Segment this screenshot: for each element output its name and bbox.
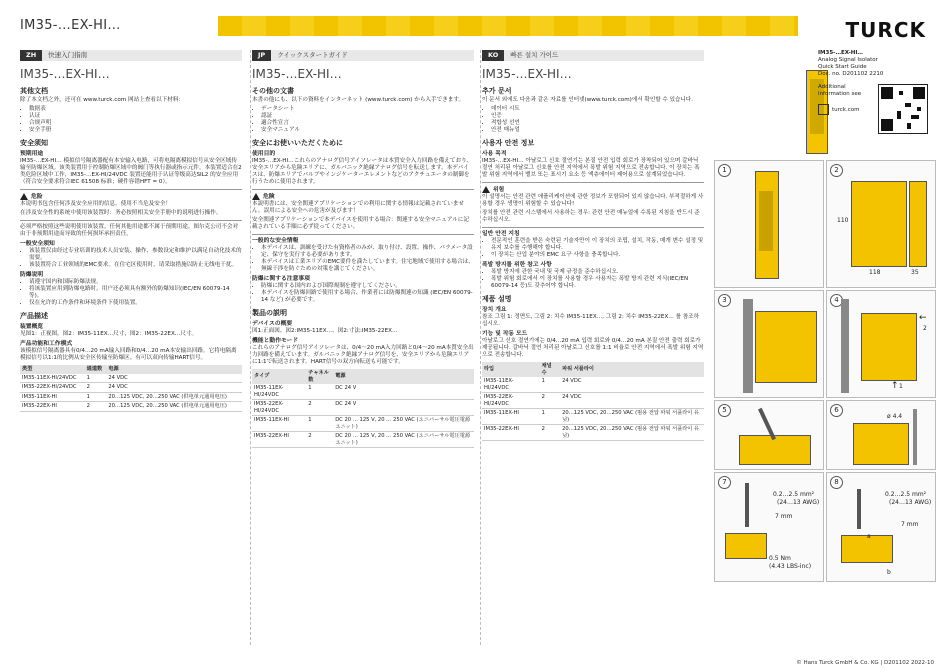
column-divider — [250, 50, 251, 645]
figure-number: 7 — [718, 476, 731, 489]
guide-type: Quick Start Guide — [818, 64, 867, 70]
warning-heading: 危险 — [20, 193, 242, 201]
table-row: IM35-11EX-HI/24VDC 1 24 VDC — [482, 377, 704, 393]
list-item: • 仅在允许的工作条件和环境条件下使用装置。 — [29, 300, 242, 307]
product-title: IM35-…EX-HI… — [252, 67, 342, 81]
list-item: • 적합성 선언 — [491, 120, 704, 127]
list-item: • データシート — [261, 106, 474, 113]
table-header: 类型 — [20, 365, 85, 374]
table-row: IM35-11EX-HI/24VDC 1 24 VDC — [20, 374, 242, 383]
paragraph: 本書の他にも、以下の資料をインターネット (www.turck.com) から入手できます。 — [252, 97, 465, 103]
figure-number: 5 — [718, 404, 731, 417]
globe-icon — [818, 104, 829, 115]
figure-4 — [826, 290, 936, 398]
footer-copyright: © Hans Turck GmbH & Co. KG | D201102 2022-10 — [796, 660, 934, 666]
list-item: • 適合性宣言 — [261, 120, 474, 127]
label-b: b — [887, 569, 891, 576]
warning-heading: 危険 — [252, 193, 474, 201]
device-cover — [739, 435, 811, 465]
figure-5 — [714, 400, 824, 470]
paragraph: 図1:正面図、図2:IM35-11EX…、図2:寸法:IM35-22EX… — [252, 328, 398, 334]
paragraph: IM35-…EX-HI…これらのアナログ信号アイソレータは本質安全入力回路を備えており、安全エリアから危険エリアに、ガルバニック絶縁アナログ信号を転送します。本デバイスは、防爆エリアでバルブやインジケーターエレメントなどのアクチュエータの制御を行うために使用されます。 — [252, 158, 473, 185]
lang-code: JP — [252, 50, 271, 61]
paragraph: これらのアナログ信号アイソレータは、0/4～20 mA入力回路と0/4～20 mA本質安全出力回路を備えています。ガルバニック絶縁アナログ信号を、安全エリアから危険エリアに1:1で転送されます。HART信号の双方向転送も可能です。 — [252, 345, 474, 365]
table-header: 타입 — [482, 362, 540, 377]
list-item: • 将该装置应用到防爆电路时，用户还必须具有额外的防爆知识(IEC/EN 60079-14等)。 — [29, 286, 242, 300]
product-type: Analog Signal Isolator — [818, 57, 878, 63]
subheading: 一般的な安全情報 — [252, 238, 299, 244]
warning-text: 이 설명서는 안전 관련 애플리케이션에 관한 정보가 포함되어 있지 않습니다. 부적절하게 사용할 경우 생명이 위험할 수 있습니다! — [482, 194, 704, 207]
dim-width: 35 — [911, 269, 919, 276]
table-header: 电源 — [106, 365, 242, 374]
divider — [482, 182, 704, 183]
figure-8 — [826, 472, 936, 582]
arrow-icon: ← — [919, 313, 927, 323]
subheading: 防爆に関する注意事項 — [252, 276, 310, 282]
figure-number: 1 — [718, 164, 731, 177]
subheading: 機能と動作モード — [252, 338, 299, 344]
figure-2 — [826, 160, 936, 288]
list-item: • 该装置符合工业领域的EMC要求。在住宅区使用时，请采取措施以防止无线电干扰。 — [29, 262, 242, 269]
divider — [482, 227, 704, 228]
list-item: • 请遵守国内和国际防爆法规。 — [29, 279, 242, 286]
doc-list — [482, 106, 704, 134]
column-jp — [252, 50, 474, 448]
figure-7 — [714, 472, 824, 582]
paragraph: IM35-…EX-HI… 아날로그 신호 절연기는 본질 안전 입력 회로가 장착되어 있으며 갈바닉 절연 처리된 아날로그 신호를 안전 지역에서 폭발 위험 지역으로 전송합니다. 이 장치는 폭발 위험 지역에서 밸브 또는 표시기 요소 등 액츄에이터 제어용으로 설계되었습니다. — [482, 158, 700, 178]
torque-lbs: (4.43 LBS-inc) — [769, 563, 812, 570]
table-header: 파워 서플라이 — [560, 362, 704, 377]
section-heading: 製品の説明 — [252, 309, 287, 317]
list-item: • 该装置仅由经过专业培训的技术人员安装、操作、参数设定和维护以满足自动化技术的需要。 — [29, 248, 242, 262]
product-title: IM35-…EX-HI… — [20, 67, 110, 81]
warning-bullet: 安全関連アプリケーションで本デバイスを使用する場合：関連する安全マニュアルに記載されている手順に必ず従ってください。 — [252, 217, 469, 230]
lang-code: KO — [482, 50, 504, 61]
column-divider — [480, 50, 481, 645]
table-header: 電源 — [333, 369, 474, 384]
divider — [252, 234, 474, 235]
warning-icon — [482, 186, 490, 193]
table-header: 채널 수 — [540, 362, 560, 377]
subheading: デバイスの概要 — [252, 321, 293, 327]
divider — [20, 220, 242, 221]
lang-code: ZH — [20, 50, 42, 61]
label-a: a — [867, 533, 871, 540]
table-row: IM35-22EX-HI 2 DC 20 … 125 V, 20 … 250 VAC (ユニバーサル電圧電源ユニット) — [252, 432, 474, 448]
subheading: 기능 및 작동 모드 — [482, 331, 528, 337]
list-item: • 폭발 방지에 관한 국내 및 국제 규정을 준수하십시오. — [491, 269, 704, 276]
warning-text: 本説明書には、安全関連アプリケーションでの利用に関する情報は記載されていません。誤用による安全への危害が及びます！ — [252, 201, 465, 214]
list-item: • 防爆に関する国内および国際規制を遵守してください。 — [261, 283, 474, 290]
torque-value: 0.5 Nm — [769, 555, 791, 562]
section-heading: 安全にお使いいただくために — [252, 139, 343, 147]
doc-list — [20, 106, 242, 134]
warning-icon — [252, 193, 260, 200]
list-item: • 이 장치는 산업 분야의 EMC 요구 사항을 충족합니다. — [491, 252, 704, 259]
warning-text: 本说明书包含任何涉及安全应用的信息。使用不当危及安全！ — [20, 201, 172, 207]
list-item: • 数据表 — [29, 106, 242, 113]
table-row: IM35-22EX-HI/24VDC 2 24 VDC — [482, 393, 704, 409]
product-title: IM35-…EX-HI… — [482, 67, 572, 81]
subheading: 产品功能和工作模式 — [20, 341, 73, 347]
subheading: 预期用途 — [20, 151, 44, 157]
product-name: IM35-…EX-HI… — [818, 50, 863, 56]
list-item: • 認証 — [261, 113, 474, 120]
warning-icon — [20, 193, 28, 200]
wire-size: 0.2…2.5 mm² — [773, 491, 815, 498]
subheading: 일반 안전 지침 — [482, 231, 520, 237]
safety-list — [482, 238, 704, 259]
arrow-up-icon: ↑ — [891, 381, 899, 391]
subheading: 一般安全须知 — [20, 241, 55, 247]
section-heading: 추가 문서 — [482, 87, 512, 95]
paragraph: 必须严格按照这些说明使用该装置。任何其他用途都不属于预期用途。图尔克公司不会对由于非预期用途而导致的任何损坏承担责任。 — [20, 224, 239, 237]
table-row: IM35-22EX-HI 2 20…125 VDC, 20…250 VAC (범용 전압 파워 서플라이 유닛) — [482, 425, 704, 441]
qr-code[interactable] — [878, 84, 928, 134]
subheading: 폭발 방지를 위한 참고 사항 — [482, 262, 552, 268]
list-item: • 合规声明 — [29, 120, 242, 127]
hole-dim: ø 4.4 — [887, 413, 903, 420]
list-item: • 本デバイスを防爆回路で使用する場合、作業者には防爆関連の知識 (IEC/EN 60079-14 など) が必要です。 — [261, 290, 474, 304]
header-band — [218, 16, 798, 36]
additional-info: Additional information see — [818, 84, 862, 97]
section-heading: 产品描述 — [20, 312, 48, 320]
subheading: 장치 개요 — [482, 307, 507, 313]
paragraph: IM35-…EX-HI… 模拟信号隔离器配有本安输入电路，可将电隔离模拟信号从安全区域传输至防爆区域。该类装置用于控制防爆区域中的阀门等执行器或指示元件。本装置适合在2类危险区域中工作，IM35-…EX-HI/24VDC 装置还能用于认证等级高达SIL2 的安全应用（符合安全要求符合IEC 61508 标准；硬件容错HFT = 0）。 — [20, 158, 242, 185]
divider — [252, 189, 474, 190]
device-remove — [861, 313, 917, 381]
table-row: IM35-22EX-HI 2 20…125 VDC, 20…250 VAC (供电单元通用电压) — [20, 402, 242, 412]
subheading: 装置概览 — [20, 324, 44, 330]
lang-label: クイックスタートガイド — [271, 50, 474, 61]
paragraph: 참조 그림 1: 정면도, 그림 2: 치수 IM35-11EX…, 그림 2: 치수 IM35-22EX… 를 참조하십시오. — [482, 314, 700, 327]
table-header: チャネル数 — [306, 369, 333, 384]
figure-number: 4 — [830, 294, 843, 307]
paragraph: 이 문서 외에도 다음과 같은 자료를 인터넷(www.turck.com)에서 확인할 수 있습니다. — [482, 97, 693, 103]
dim-depth: 118 — [869, 269, 881, 276]
warning-bullet: 在涉及安全性的系统中使用该装置时：务必按照相关安全手册中的说明进行操作。 — [20, 210, 222, 216]
section-heading: 其他文档 — [20, 87, 48, 95]
list-item: • 폭발 위험 회로에서 이 장치를 사용할 경우 사용자는 폭발 방지 관련 지식(IEC/EN 60079-14 등)도 갖추어야 합니다. — [491, 276, 704, 290]
web-link[interactable]: turck.com — [818, 104, 938, 115]
paragraph: 见图1：正视图，图2：IM35-11EX…尺寸，图2：IM35-22EX…尺寸。 — [20, 331, 198, 337]
list-item: • 전문적인 훈련을 받은 숙련된 기술자만이 이 장치의 조립, 설치, 작동, 매개 변수 설정 및 유지 보수를 수행해야 합니다. — [491, 238, 704, 252]
list-item: • 认证 — [29, 113, 242, 120]
wire-awg: (24…13 AWG) — [889, 499, 932, 506]
paragraph: 该模拟信号隔离器具有0/4…20 mA输入回路和0/4…20 mA本安输出回路。它将电隔离模拟信号以1:1的比例从安全区传输至防爆区。有可以双向传输HART信号。 — [20, 348, 237, 361]
device-mount — [755, 311, 817, 383]
doc-number: Doc. no. D201102 2210 — [818, 71, 884, 77]
table-row: IM35-11EX-HI 1 20…125 VDC, 20…250 VAC (供电单元通用电压) — [20, 392, 242, 402]
table-row: IM35-22EX-HI/24VDC 2 DC 24 V — [252, 400, 474, 416]
subheading: 사용 목적 — [482, 151, 507, 157]
list-item: • 데이터 시트 — [491, 106, 704, 113]
subheading: 防爆说明 — [20, 272, 44, 278]
table-row: IM35-11EX-HI 1 DC 20 … 125 V, 20 … 250 VAC (ユニバーサル電圧電源ユニット) — [252, 416, 474, 432]
wire-size: 0.2…2.5 mm² — [885, 491, 927, 498]
divider — [20, 189, 242, 190]
list-item: • 安全手册 — [29, 127, 242, 134]
table-row: IM35-22EX-HI/24VDC 2 24 VDC — [20, 383, 242, 393]
figure-number: 8 — [830, 476, 843, 489]
table-row: IM35-11EX-HI/24VDC 1 DC 24 V — [252, 384, 474, 400]
lang-tab-zh — [20, 50, 242, 61]
figure-number: 6 — [830, 404, 843, 417]
ex-list — [20, 279, 242, 307]
safety-list — [20, 248, 242, 269]
section-heading: 사용자 안전 정보 — [482, 139, 535, 147]
step-label-2: 2 — [923, 325, 927, 332]
lang-label: 빠른 설치 가이드 — [504, 50, 704, 61]
table-header: タイプ — [252, 369, 306, 384]
column-zh — [20, 50, 242, 412]
table-row: IM35-11EX-HI 1 20…125 VDC, 20…250 VAC (범용 전압 파워 서플라이 유닛) — [482, 409, 704, 425]
list-item: • 인증 — [491, 113, 704, 120]
wire-awg: (24…13 AWG) — [777, 499, 820, 506]
warning-bullet: 장치를 안전 관련 시스템에서 사용하는 경우: 관련 안전 매뉴얼에 수록된 지침을 반드시 준수하십시오. — [482, 210, 700, 223]
strip-length: 7 mm — [901, 521, 919, 528]
column-ko — [482, 50, 704, 441]
figure-number: 3 — [718, 294, 731, 307]
paragraph: 아날로그 신호 절연기에는 0/4…20 mA 입력 회로와 0/4…20 mA 본질 안전 출력 회로가 제공됩니다. 갈바닉 절연 처리된 아날로그 신호를 1:1 비율로 안전 지역에서 폭발 위험 지역으로 전송합니다. — [482, 338, 704, 358]
subheading: 使用目的 — [252, 151, 276, 157]
ex-list — [252, 283, 474, 304]
figure-3 — [714, 290, 824, 398]
figure-1 — [714, 160, 824, 288]
figure-6 — [826, 400, 936, 470]
device-wall — [853, 423, 909, 465]
strip-length: 7 mm — [775, 513, 793, 520]
turck-logo: TURCK — [845, 18, 926, 42]
document-title: IM35-…EX-HI… — [20, 18, 121, 33]
warning-heading: 위험 — [482, 186, 704, 194]
screwdriver-icon — [745, 483, 749, 527]
terminal-block — [725, 533, 767, 559]
section-heading: 제품 설명 — [482, 295, 512, 303]
dim-height: 110 — [837, 217, 849, 224]
doc-list — [252, 106, 474, 134]
lang-tab-jp — [252, 50, 474, 61]
table-header: 通道数 — [85, 365, 107, 374]
paragraph: 除了本文档之外，还可在 www.turck.com 网站上查看以下材料： — [20, 97, 184, 103]
type-table — [482, 362, 704, 441]
figure-number: 2 — [830, 164, 843, 177]
type-table — [20, 365, 242, 412]
list-item: • 안전 매뉴얼 — [491, 127, 704, 134]
safety-list — [252, 245, 474, 273]
type-table — [252, 369, 474, 448]
section-heading: その他の文書 — [252, 87, 294, 95]
section-heading: 安全须知 — [20, 139, 48, 147]
screwdriver-icon — [857, 489, 861, 529]
device-side — [851, 181, 907, 267]
lang-tab-ko — [482, 50, 704, 61]
list-item: • 安全マニュアル — [261, 127, 474, 134]
step-label-1: 1 — [899, 383, 903, 390]
list-item: • 本デバイスは工業エリアのEMC要件を満たしています。住宅地域で使用する場合は、無線干渉を防ぐための対策を講じてください。 — [261, 259, 474, 273]
list-item: • 本デバイスは、訓練を受けた有資格者のみが、取り付け、設置、操作、パラメータ設定、保守を実行する必要があります。 — [261, 245, 474, 259]
ex-list — [482, 269, 704, 290]
lang-label: 快速入门指南 — [42, 50, 242, 61]
